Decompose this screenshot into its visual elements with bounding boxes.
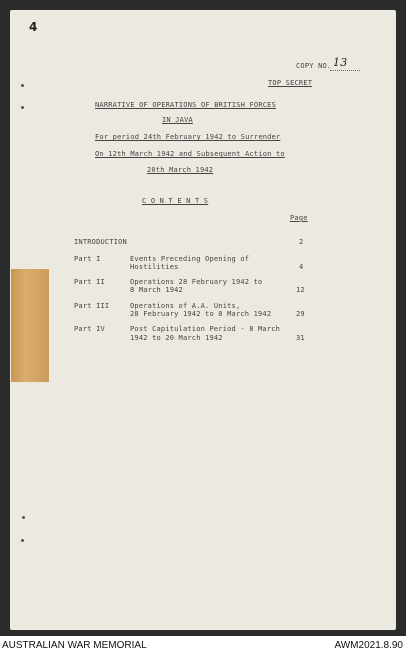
footer-catalogue-number: AWM2021.8.90: [334, 640, 403, 651]
copy-number: 13: [333, 56, 348, 69]
punch-hole: [22, 516, 25, 519]
toc-part: Part IV: [74, 325, 105, 333]
toc-part: Part I: [74, 255, 101, 263]
toc-part: INTRODUCTION: [74, 238, 127, 246]
toc-page: 2: [299, 238, 304, 246]
title-line-4: On 12th March 1942 and Subsequent Action to: [95, 150, 285, 158]
copy-label: COPY NO.: [296, 62, 332, 70]
copy-number-line: [330, 70, 360, 71]
adhesive-tape: [11, 269, 49, 382]
toc-page: 31: [296, 334, 305, 342]
title-line-3: For period 24th February 1942 to Surrender: [95, 133, 281, 141]
title-line-5: 20th March 1942: [147, 166, 214, 174]
toc-page: 29: [296, 310, 305, 318]
toc-desc-line: Operations 28 February 1942 to: [130, 278, 263, 286]
punch-hole: [21, 106, 24, 109]
toc-desc-line: Post Capitulation Period - 8 March: [130, 325, 281, 333]
punch-hole: [21, 539, 24, 542]
toc-desc-line: Operations of A.A. Units,: [130, 302, 241, 310]
toc-desc-line: 1942 to 20 March 1942: [130, 334, 223, 342]
toc-desc-line: Hostilities: [130, 263, 179, 271]
punch-hole: [21, 84, 24, 87]
toc-part: Part III: [74, 302, 110, 310]
toc-page: 12: [296, 286, 305, 294]
toc-page: 4: [299, 263, 304, 271]
classification: TOP SECRET: [268, 79, 313, 87]
toc-desc-line: 8 March 1942: [130, 286, 183, 294]
page-column-header: Page: [290, 214, 308, 222]
title-line-1: NARRATIVE OF OPERATIONS OF BRITISH FORCES: [95, 101, 276, 109]
footer-institution: AUSTRALIAN WAR MEMORIAL: [2, 640, 147, 651]
toc-desc-line: 28 February 1942 to 8 March 1942: [130, 310, 272, 318]
toc-part: Part II: [74, 278, 105, 286]
contents-heading: C O N T E N T S: [142, 197, 209, 205]
title-line-2: IN JAVA: [162, 116, 193, 124]
toc-desc-line: Events Preceding Opening of: [130, 255, 250, 263]
corner-mark: 4: [29, 20, 38, 34]
